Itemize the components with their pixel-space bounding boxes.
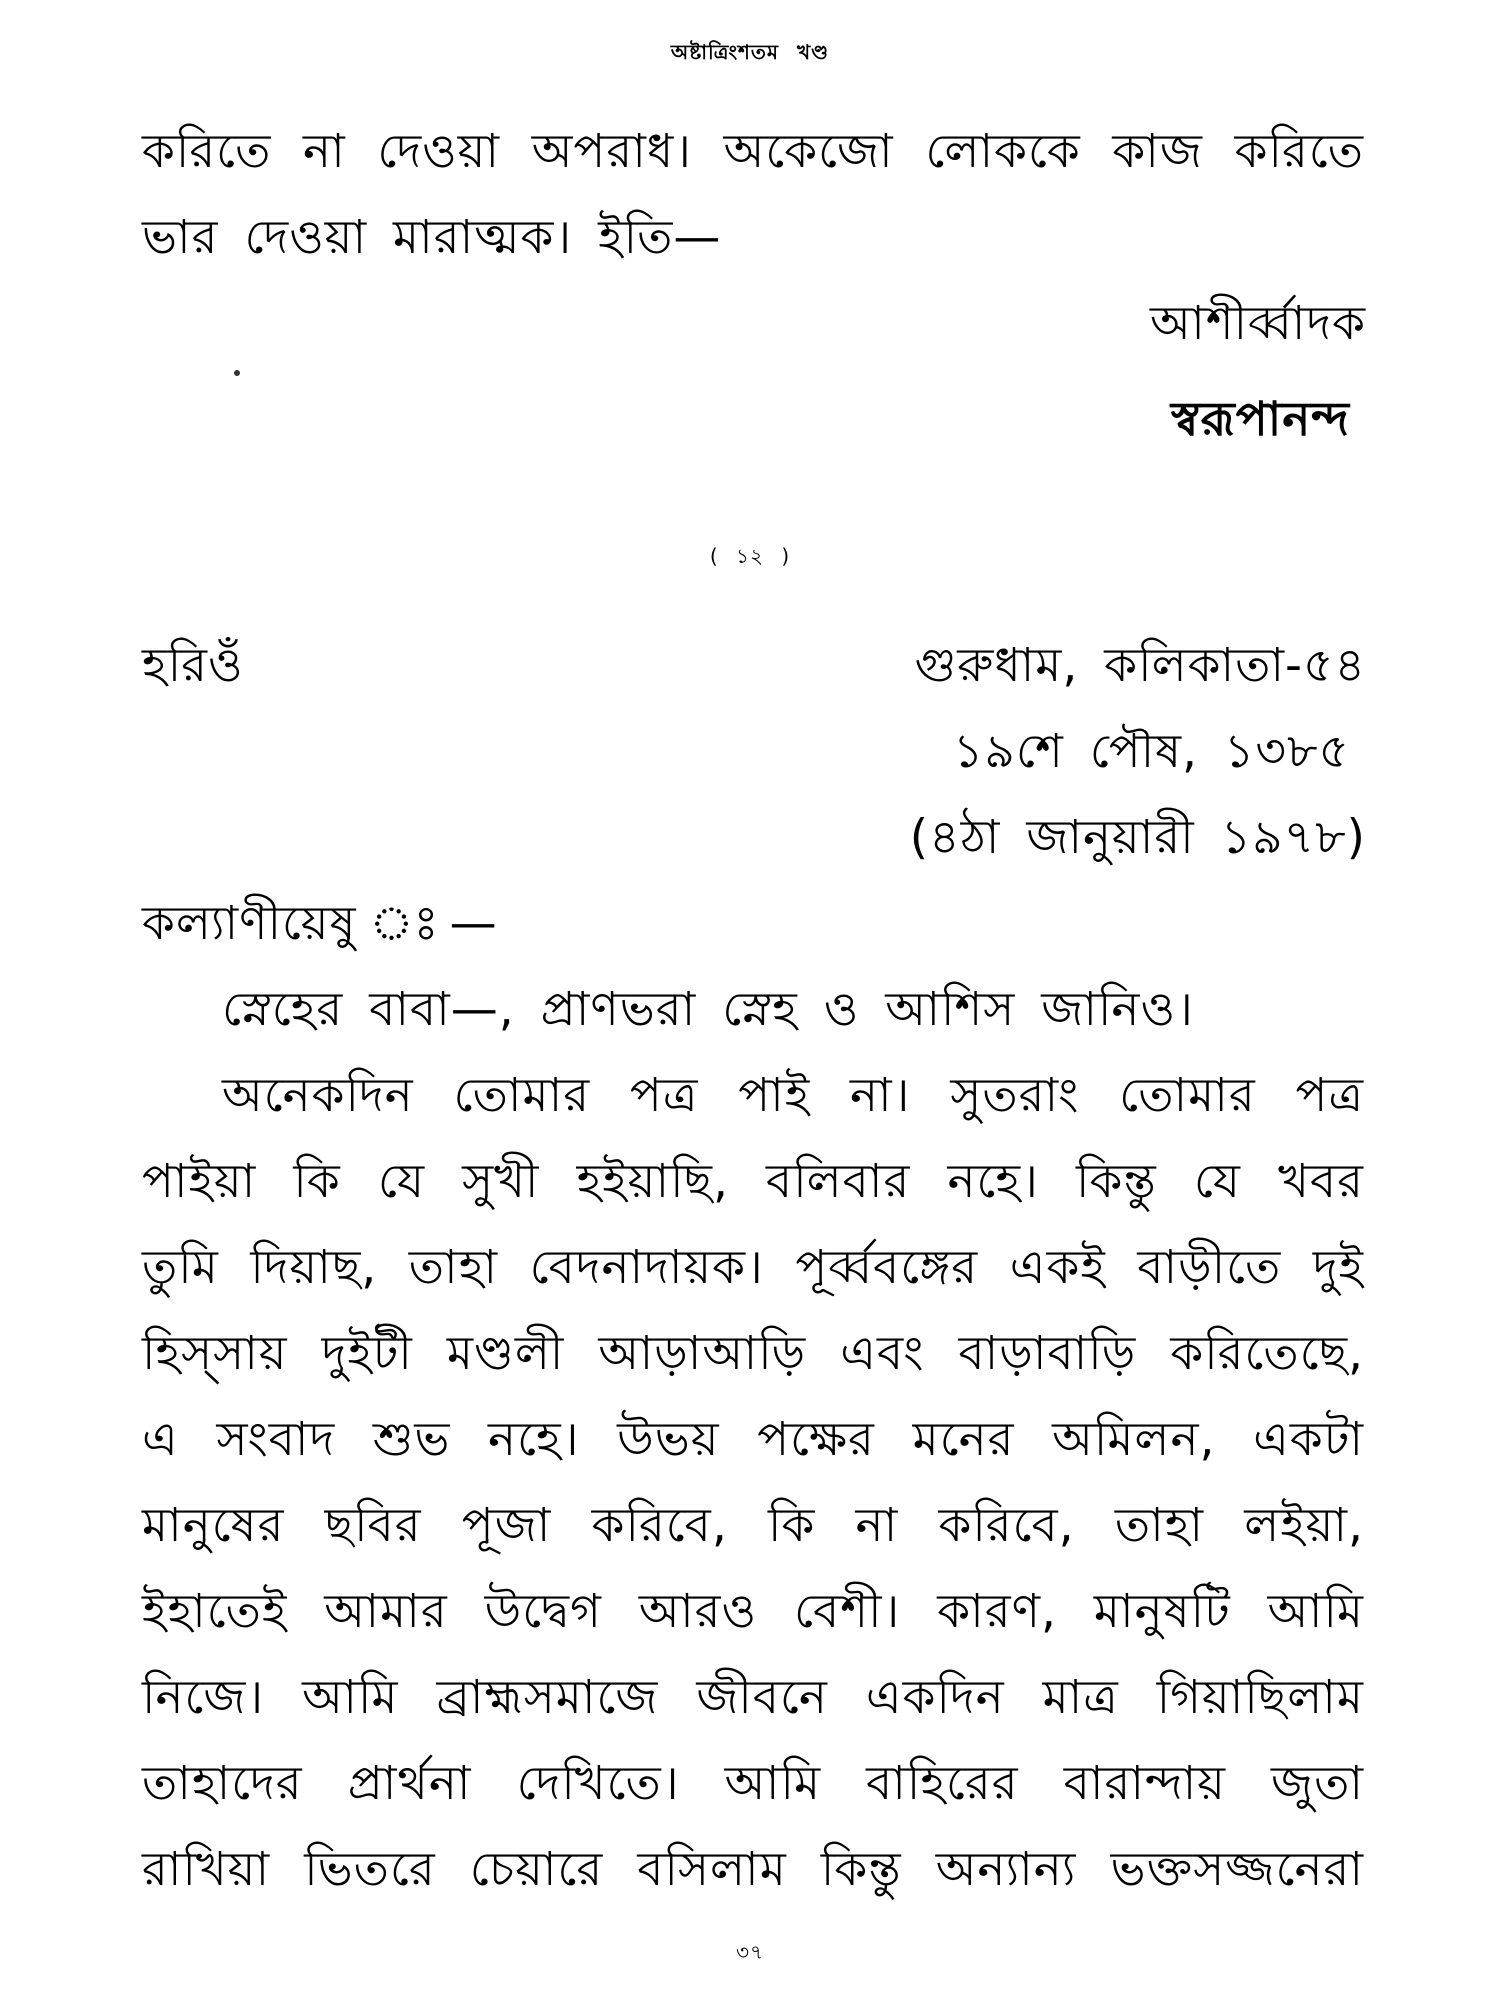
body-line: নিজে। আমি ব্রাহ্মসমাজে জীবনে একদিন মাত্র গিয়াছিলাম xyxy=(142,1670,1364,1725)
letter-number: ( ১২ ) xyxy=(709,544,791,568)
text-line: ভার দেওয়া মারাত্মক। ইতি— xyxy=(142,210,722,265)
date-bengali: ১৯শে পৌষ, ১৩৮৫ xyxy=(952,724,1350,779)
address-place: গুরুধাম, কলিকাতা-৫৪ xyxy=(914,638,1366,693)
page-number: ৩৭ xyxy=(735,1940,764,1964)
body-line: তুমি দিয়াছ, তাহা বেদনাদায়ক। পূর্ব্ববঙ্গের একই বাড়ীতে দুই xyxy=(142,1240,1364,1295)
signature: স্বরূপানন্দ xyxy=(1170,392,1350,447)
body-line: ইহাতেই আমার উদ্বেগ আরও বেশী। কারণ, মানুষটি আমি xyxy=(142,1584,1364,1639)
body-line: হিস্সায় দুইটী মণ্ডলী আড়াআড়ি এবং বাড়াবাড়ি করিতেছে, xyxy=(142,1326,1364,1381)
body-line: অনেকদিন তোমার পত্র পাই না। সুতরাং তোমার পত্র xyxy=(222,1068,1364,1123)
body-line: এ সংবাদ শুভ নহে। উভয় পক্ষের মনের অমিলন, একটা xyxy=(142,1412,1364,1467)
body-line: রাখিয়া ভিতরে চেয়ারে বসিলাম কিন্তু অন্যান্য ভক্তসজ্জনেরা xyxy=(142,1842,1364,1897)
body-line: তাহাদের প্রার্থনা দেখিতে। আমি বাহিরের বারান্দায় জুতা xyxy=(142,1756,1364,1811)
body-line: মানুষের ছবির পূজা করিবে, কি না করিবে, তাহা লইয়া, xyxy=(142,1498,1364,1553)
body-line: পাইয়া কি যে সুখী হইয়াছি, বলিবার নহে। কিন্তু যে খবর xyxy=(142,1154,1364,1209)
ink-speck xyxy=(234,370,240,376)
text-line: করিতে না দেওয়া অপরাধ। অকেজো লোককে কাজ করিতে xyxy=(142,124,1364,179)
date-english: (৪ঠা জানুয়ারী ১৯৭৮) xyxy=(909,810,1366,865)
invocation: হরিওঁ xyxy=(142,638,244,693)
salutation: কল্যাণীয়েষু ঃ— xyxy=(142,896,498,951)
running-header: অষ্টাত্রিংশতম খণ্ড xyxy=(670,40,830,64)
closing-text: আশীর্ব্বাদক xyxy=(1149,296,1366,351)
greeting: স্নেহের বাবা—, প্রাণভরা স্নেহ ও আশিস জানিও। xyxy=(222,982,1194,1037)
